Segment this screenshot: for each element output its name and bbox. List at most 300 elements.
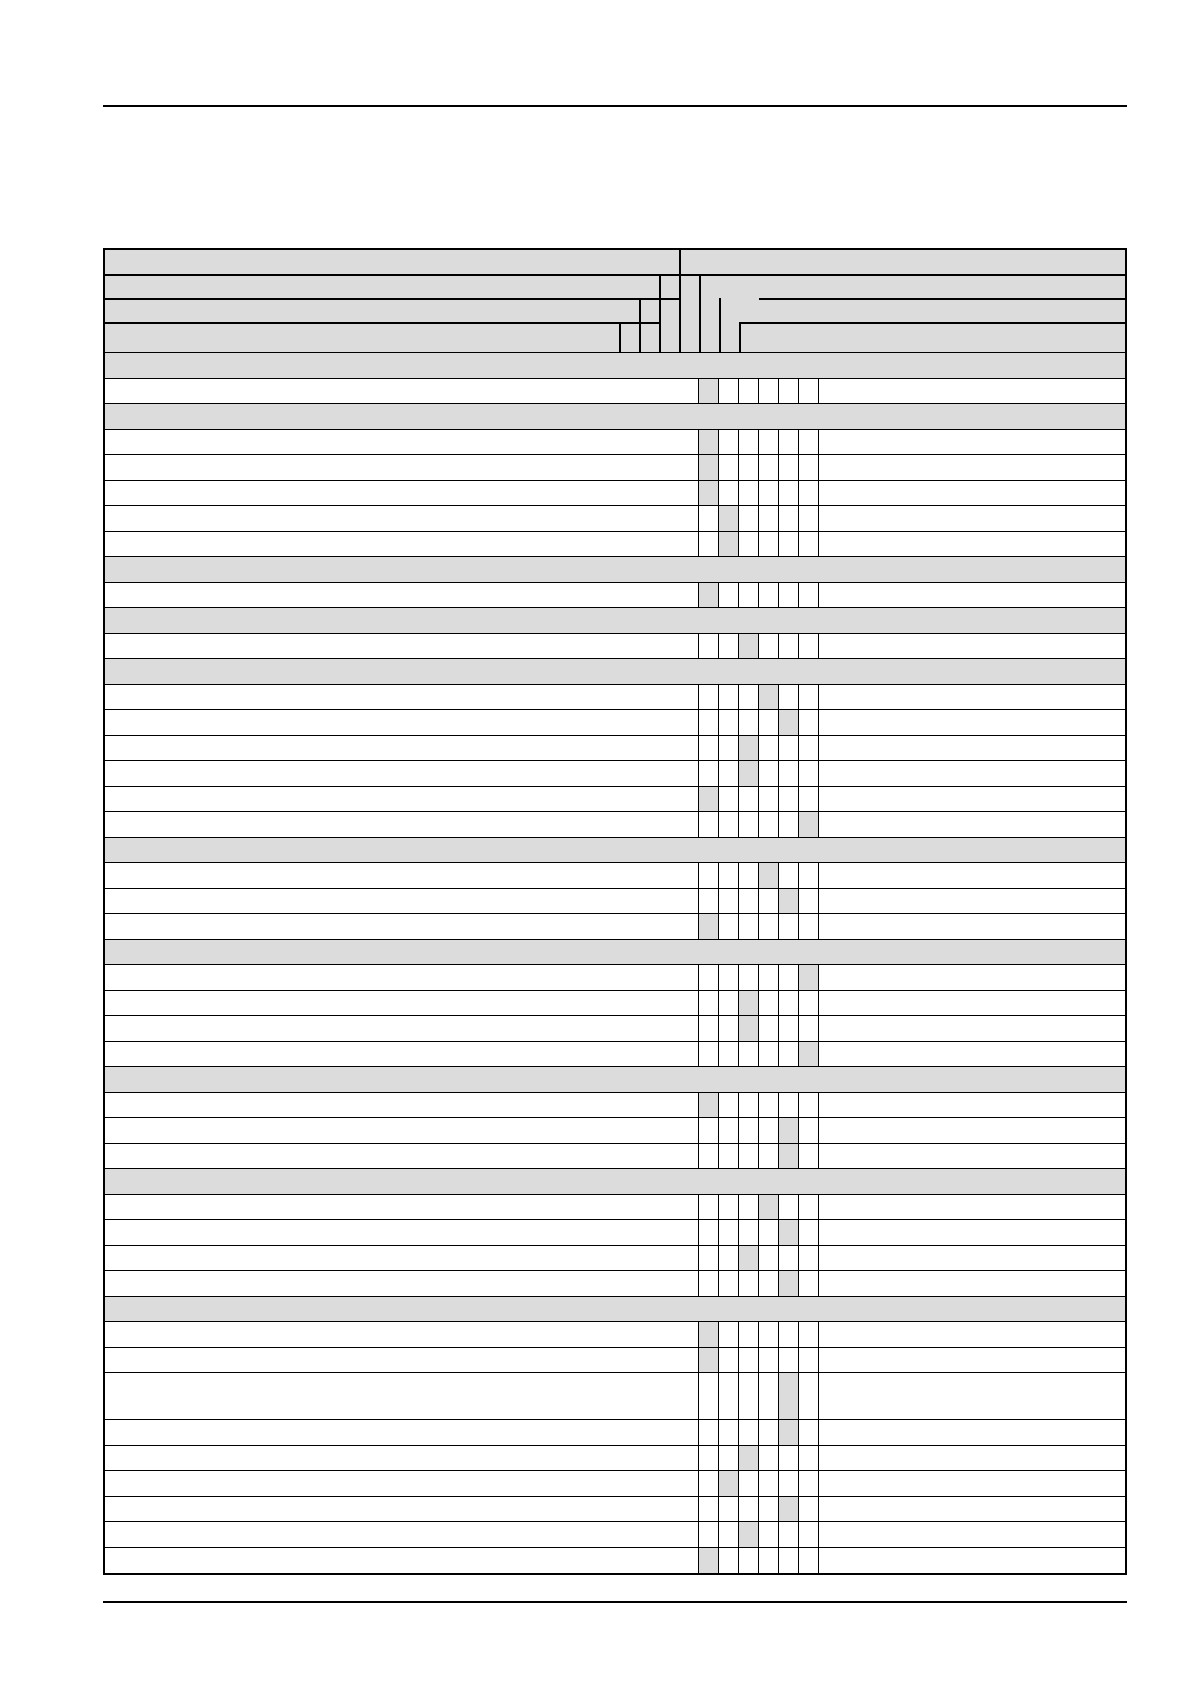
check-cell[interactable]	[779, 481, 799, 506]
marked-cell[interactable]	[739, 634, 759, 659]
check-cell[interactable]	[759, 1093, 779, 1118]
row-label	[105, 1548, 699, 1574]
row-label	[105, 1093, 699, 1118]
check-cell[interactable]	[719, 430, 739, 455]
check-cell[interactable]	[759, 532, 779, 557]
marked-cell[interactable]	[739, 1522, 759, 1547]
row-label	[105, 1446, 699, 1471]
notes-cell[interactable]	[819, 685, 1125, 710]
marked-cell[interactable]	[759, 863, 779, 888]
section-header	[105, 1067, 1125, 1093]
notes-cell[interactable]	[819, 481, 1125, 506]
marked-cell[interactable]	[719, 506, 739, 531]
check-cell[interactable]	[699, 1420, 719, 1445]
marked-cell[interactable]	[699, 1093, 719, 1118]
check-cell[interactable]	[799, 1348, 819, 1373]
check-cell[interactable]	[719, 1093, 739, 1118]
check-cell[interactable]	[799, 710, 819, 735]
check-cell[interactable]	[799, 991, 819, 1016]
check-cell[interactable]	[799, 1373, 819, 1419]
check-cell[interactable]	[739, 1093, 759, 1118]
check-cell[interactable]	[739, 863, 759, 888]
check-cell[interactable]	[779, 1093, 799, 1118]
check-cell[interactable]	[699, 1497, 719, 1522]
check-cell[interactable]	[719, 914, 739, 939]
check-cell[interactable]	[799, 1522, 819, 1547]
check-cell[interactable]	[719, 736, 739, 761]
check-cell[interactable]	[699, 1118, 719, 1143]
check-cell[interactable]	[739, 914, 759, 939]
check-cell[interactable]	[799, 1220, 819, 1245]
row-label	[105, 532, 699, 557]
check-cell[interactable]	[779, 1471, 799, 1496]
marked-cell[interactable]	[699, 787, 719, 812]
table-row	[105, 1093, 1125, 1119]
marked-cell[interactable]	[739, 1246, 759, 1271]
row-label	[105, 1016, 699, 1041]
check-cell[interactable]	[699, 1373, 719, 1419]
check-cell[interactable]	[759, 1497, 779, 1522]
marked-cell[interactable]	[799, 965, 819, 990]
notes-cell[interactable]	[819, 1446, 1125, 1471]
check-cell[interactable]	[719, 787, 739, 812]
table-row	[105, 481, 1125, 507]
notes-cell[interactable]	[819, 1271, 1125, 1296]
check-cell[interactable]	[699, 965, 719, 990]
check-cell[interactable]	[799, 1118, 819, 1143]
check-cell[interactable]	[699, 863, 719, 888]
marked-cell[interactable]	[699, 430, 719, 455]
check-cell[interactable]	[779, 812, 799, 837]
check-cell[interactable]	[739, 1348, 759, 1373]
check-cell[interactable]	[739, 1420, 759, 1445]
marked-cell[interactable]	[739, 1016, 759, 1041]
row-label	[105, 1220, 699, 1245]
check-cell[interactable]	[739, 1118, 759, 1143]
check-cell[interactable]	[759, 1144, 779, 1169]
check-cell[interactable]	[779, 914, 799, 939]
row-label	[105, 761, 699, 786]
check-cell[interactable]	[779, 532, 799, 557]
notes-cell[interactable]	[819, 1042, 1125, 1067]
check-cell[interactable]	[779, 863, 799, 888]
check-cell[interactable]	[739, 1548, 759, 1574]
check-cell[interactable]	[779, 1446, 799, 1471]
check-cell[interactable]	[799, 506, 819, 531]
table-row	[105, 1497, 1125, 1523]
check-cell[interactable]	[699, 685, 719, 710]
check-cell[interactable]	[739, 1042, 759, 1067]
table-row	[105, 685, 1125, 711]
check-cell[interactable]	[719, 1144, 739, 1169]
check-cell[interactable]	[739, 685, 759, 710]
check-cell[interactable]	[719, 379, 739, 404]
marked-cell[interactable]	[779, 1118, 799, 1143]
check-cell[interactable]	[699, 1144, 719, 1169]
check-cell[interactable]	[759, 710, 779, 735]
check-cell[interactable]	[759, 1322, 779, 1347]
marked-cell[interactable]	[699, 379, 719, 404]
check-cell[interactable]	[799, 1322, 819, 1347]
marked-cell[interactable]	[699, 455, 719, 480]
marked-cell[interactable]	[779, 1220, 799, 1245]
table-row	[105, 1195, 1125, 1221]
footer-rule	[103, 1601, 1127, 1603]
notes-cell[interactable]	[819, 1093, 1125, 1118]
check-cell[interactable]	[719, 710, 739, 735]
row-label	[105, 1042, 699, 1067]
row-label	[105, 1420, 699, 1445]
row-label	[105, 1271, 699, 1296]
check-cell[interactable]	[799, 685, 819, 710]
check-cell[interactable]	[759, 736, 779, 761]
notes-cell[interactable]	[819, 965, 1125, 990]
marked-cell[interactable]	[699, 914, 719, 939]
check-cell[interactable]	[779, 634, 799, 659]
notes-cell[interactable]	[819, 634, 1125, 659]
table-row	[105, 787, 1125, 813]
marked-cell[interactable]	[779, 1373, 799, 1419]
check-cell[interactable]	[739, 481, 759, 506]
notes-cell[interactable]	[819, 379, 1125, 404]
check-cell[interactable]	[699, 991, 719, 1016]
check-cell[interactable]	[739, 889, 759, 914]
check-cell[interactable]	[719, 1118, 739, 1143]
check-cell[interactable]	[739, 1220, 759, 1245]
check-cell[interactable]	[739, 430, 759, 455]
check-cell[interactable]	[759, 1246, 779, 1271]
check-cell[interactable]	[719, 1497, 739, 1522]
check-cell[interactable]	[719, 812, 739, 837]
row-label	[105, 1144, 699, 1169]
check-cell[interactable]	[799, 634, 819, 659]
check-cell[interactable]	[799, 1016, 819, 1041]
check-cell[interactable]	[719, 1220, 739, 1245]
check-cell[interactable]	[739, 1322, 759, 1347]
check-cell[interactable]	[719, 1420, 739, 1445]
check-cell[interactable]	[799, 1093, 819, 1118]
notes-cell[interactable]	[819, 455, 1125, 480]
marked-cell[interactable]	[699, 1548, 719, 1574]
check-cell[interactable]	[719, 1246, 739, 1271]
table-row	[105, 863, 1125, 889]
check-cell[interactable]	[779, 1195, 799, 1220]
check-cell[interactable]	[799, 863, 819, 888]
check-cell[interactable]	[759, 1220, 779, 1245]
check-cell[interactable]	[759, 1118, 779, 1143]
marked-cell[interactable]	[699, 481, 719, 506]
check-cell[interactable]	[699, 1271, 719, 1296]
check-cell[interactable]	[699, 1246, 719, 1271]
check-cell[interactable]	[799, 1548, 819, 1574]
check-cell[interactable]	[739, 965, 759, 990]
check-cell[interactable]	[759, 1271, 779, 1296]
row-label	[105, 1118, 699, 1143]
check-cell[interactable]	[779, 736, 799, 761]
notes-cell[interactable]	[819, 863, 1125, 888]
check-cell[interactable]	[779, 506, 799, 531]
check-cell[interactable]	[759, 812, 779, 837]
check-cell[interactable]	[759, 1420, 779, 1445]
row-label	[105, 1522, 699, 1547]
check-cell[interactable]	[719, 481, 739, 506]
marked-cell[interactable]	[739, 1446, 759, 1471]
check-cell[interactable]	[739, 1471, 759, 1496]
notes-cell[interactable]	[819, 1016, 1125, 1041]
check-cell[interactable]	[759, 1016, 779, 1041]
check-cell[interactable]	[759, 914, 779, 939]
check-cell[interactable]	[699, 1522, 719, 1547]
check-cell[interactable]	[739, 506, 759, 531]
notes-cell[interactable]	[819, 710, 1125, 735]
marked-cell[interactable]	[799, 812, 819, 837]
check-cell[interactable]	[779, 991, 799, 1016]
check-cell[interactable]	[799, 379, 819, 404]
marked-cell[interactable]	[739, 761, 759, 786]
marked-cell[interactable]	[779, 1271, 799, 1296]
check-cell[interactable]	[719, 1348, 739, 1373]
notes-cell[interactable]	[819, 1471, 1125, 1496]
marked-cell[interactable]	[699, 1348, 719, 1373]
row-label	[105, 506, 699, 531]
check-cell[interactable]	[799, 430, 819, 455]
check-cell[interactable]	[719, 1522, 739, 1547]
marked-cell[interactable]	[719, 532, 739, 557]
check-cell[interactable]	[739, 379, 759, 404]
check-cell[interactable]	[699, 710, 719, 735]
marked-cell[interactable]	[759, 685, 779, 710]
marked-cell[interactable]	[779, 1420, 799, 1445]
check-cell[interactable]	[739, 1497, 759, 1522]
check-cell[interactable]	[759, 506, 779, 531]
check-cell[interactable]	[779, 1522, 799, 1547]
table-row	[105, 1471, 1125, 1497]
notes-cell[interactable]	[819, 736, 1125, 761]
check-cell[interactable]	[699, 1195, 719, 1220]
notes-cell[interactable]	[819, 1322, 1125, 1347]
check-cell[interactable]	[779, 1348, 799, 1373]
check-cell[interactable]	[739, 787, 759, 812]
check-cell[interactable]	[719, 634, 739, 659]
check-cell[interactable]	[759, 583, 779, 608]
notes-cell[interactable]	[819, 1118, 1125, 1143]
check-cell[interactable]	[759, 1548, 779, 1574]
check-cell[interactable]	[699, 506, 719, 531]
check-cell[interactable]	[779, 685, 799, 710]
notes-cell[interactable]	[819, 914, 1125, 939]
notes-cell[interactable]	[819, 583, 1125, 608]
check-cell[interactable]	[699, 1016, 719, 1041]
check-cell[interactable]	[759, 1373, 779, 1419]
notes-cell[interactable]	[819, 1522, 1125, 1547]
check-cell[interactable]	[799, 532, 819, 557]
check-cell[interactable]	[719, 965, 739, 990]
check-cell[interactable]	[699, 761, 719, 786]
section-header	[105, 608, 1125, 634]
check-cell[interactable]	[799, 1271, 819, 1296]
check-cell[interactable]	[799, 1420, 819, 1445]
check-cell[interactable]	[779, 1548, 799, 1574]
row-label	[105, 455, 699, 480]
check-cell[interactable]	[699, 1042, 719, 1067]
check-cell[interactable]	[739, 583, 759, 608]
check-cell[interactable]	[699, 1220, 719, 1245]
marked-cell[interactable]	[699, 583, 719, 608]
check-cell[interactable]	[719, 685, 739, 710]
check-cell[interactable]	[759, 1446, 779, 1471]
check-cell[interactable]	[719, 1195, 739, 1220]
notes-cell[interactable]	[819, 1548, 1125, 1574]
check-cell[interactable]	[699, 736, 719, 761]
check-cell[interactable]	[759, 379, 779, 404]
notes-cell[interactable]	[819, 991, 1125, 1016]
table-row	[105, 1548, 1125, 1574]
check-cell[interactable]	[699, 1471, 719, 1496]
notes-cell[interactable]	[819, 1348, 1125, 1373]
check-cell[interactable]	[739, 1271, 759, 1296]
check-cell[interactable]	[759, 1042, 779, 1067]
marked-cell[interactable]	[779, 710, 799, 735]
notes-cell[interactable]	[819, 761, 1125, 786]
check-cell[interactable]	[719, 863, 739, 888]
check-cell[interactable]	[719, 1446, 739, 1471]
table-row	[105, 1042, 1125, 1068]
check-cell[interactable]	[759, 965, 779, 990]
notes-cell[interactable]	[819, 1220, 1125, 1245]
notes-cell[interactable]	[819, 812, 1125, 837]
notes-cell[interactable]	[819, 1144, 1125, 1169]
check-cell[interactable]	[759, 1522, 779, 1547]
check-cell[interactable]	[719, 991, 739, 1016]
check-cell[interactable]	[719, 1373, 739, 1419]
check-cell[interactable]	[739, 710, 759, 735]
check-cell[interactable]	[759, 430, 779, 455]
check-cell[interactable]	[799, 1144, 819, 1169]
check-cell[interactable]	[759, 787, 779, 812]
check-cell[interactable]	[779, 1042, 799, 1067]
notes-cell[interactable]	[819, 532, 1125, 557]
check-cell[interactable]	[739, 812, 759, 837]
row-label	[105, 481, 699, 506]
check-cell[interactable]	[799, 1195, 819, 1220]
notes-cell[interactable]	[819, 430, 1125, 455]
section-header	[105, 1297, 1125, 1323]
marked-cell[interactable]	[799, 1042, 819, 1067]
check-cell[interactable]	[779, 965, 799, 990]
check-cell[interactable]	[719, 1042, 739, 1067]
check-cell[interactable]	[719, 761, 739, 786]
table-row	[105, 1348, 1125, 1374]
check-cell[interactable]	[699, 1446, 719, 1471]
check-cell[interactable]	[759, 991, 779, 1016]
check-cell[interactable]	[719, 889, 739, 914]
table-row	[105, 889, 1125, 915]
check-cell[interactable]	[799, 761, 819, 786]
check-cell[interactable]	[779, 1322, 799, 1347]
check-cell[interactable]	[799, 914, 819, 939]
marked-cell[interactable]	[779, 889, 799, 914]
check-cell[interactable]	[779, 455, 799, 480]
check-cell[interactable]	[699, 812, 719, 837]
table-row	[105, 812, 1125, 838]
check-cell[interactable]	[739, 1144, 759, 1169]
check-cell[interactable]	[799, 583, 819, 608]
check-cell[interactable]	[799, 481, 819, 506]
check-cell[interactable]	[759, 1471, 779, 1496]
check-cell[interactable]	[799, 889, 819, 914]
check-cell[interactable]	[779, 583, 799, 608]
marked-cell[interactable]	[779, 1497, 799, 1522]
check-cell[interactable]	[719, 1548, 739, 1574]
check-cell[interactable]	[779, 430, 799, 455]
notes-cell[interactable]	[819, 1195, 1125, 1220]
check-cell[interactable]	[739, 532, 759, 557]
marked-cell[interactable]	[719, 1471, 739, 1496]
check-cell[interactable]	[739, 1195, 759, 1220]
check-cell[interactable]	[799, 736, 819, 761]
check-cell[interactable]	[759, 455, 779, 480]
check-cell[interactable]	[699, 532, 719, 557]
check-cell[interactable]	[759, 889, 779, 914]
check-cell[interactable]	[739, 455, 759, 480]
check-cell[interactable]	[799, 1471, 819, 1496]
check-cell[interactable]	[719, 583, 739, 608]
marked-cell[interactable]	[699, 1322, 719, 1347]
marked-cell[interactable]	[779, 1144, 799, 1169]
check-cell[interactable]	[799, 455, 819, 480]
notes-cell[interactable]	[819, 1246, 1125, 1271]
check-cell[interactable]	[719, 455, 739, 480]
notes-cell[interactable]	[819, 889, 1125, 914]
marked-cell[interactable]	[739, 991, 759, 1016]
check-cell[interactable]	[779, 1246, 799, 1271]
table-row	[105, 1246, 1125, 1272]
check-cell[interactable]	[779, 1016, 799, 1041]
notes-cell[interactable]	[819, 787, 1125, 812]
check-cell[interactable]	[799, 787, 819, 812]
table-row	[105, 736, 1125, 762]
check-cell[interactable]	[799, 1446, 819, 1471]
notes-cell[interactable]	[819, 506, 1125, 531]
check-cell[interactable]	[759, 481, 779, 506]
table-row	[105, 710, 1125, 736]
check-cell[interactable]	[759, 1348, 779, 1373]
check-cell[interactable]	[699, 889, 719, 914]
row-label	[105, 1195, 699, 1220]
notes-cell[interactable]	[819, 1373, 1125, 1419]
check-cell[interactable]	[759, 634, 779, 659]
table-row	[105, 991, 1125, 1017]
check-cell[interactable]	[759, 761, 779, 786]
check-cell[interactable]	[699, 634, 719, 659]
check-cell[interactable]	[779, 787, 799, 812]
marked-cell[interactable]	[759, 1195, 779, 1220]
notes-cell[interactable]	[819, 1420, 1125, 1445]
check-cell[interactable]	[719, 1016, 739, 1041]
notes-cell[interactable]	[819, 1497, 1125, 1522]
check-cell[interactable]	[799, 1497, 819, 1522]
row-label	[105, 1348, 699, 1373]
table-row	[105, 1446, 1125, 1472]
check-cell[interactable]	[779, 379, 799, 404]
check-cell[interactable]	[719, 1322, 739, 1347]
check-cell[interactable]	[799, 1246, 819, 1271]
check-cell[interactable]	[719, 1271, 739, 1296]
check-cell[interactable]	[779, 761, 799, 786]
check-cell[interactable]	[739, 1373, 759, 1419]
marked-cell[interactable]	[739, 736, 759, 761]
table-row	[105, 455, 1125, 481]
